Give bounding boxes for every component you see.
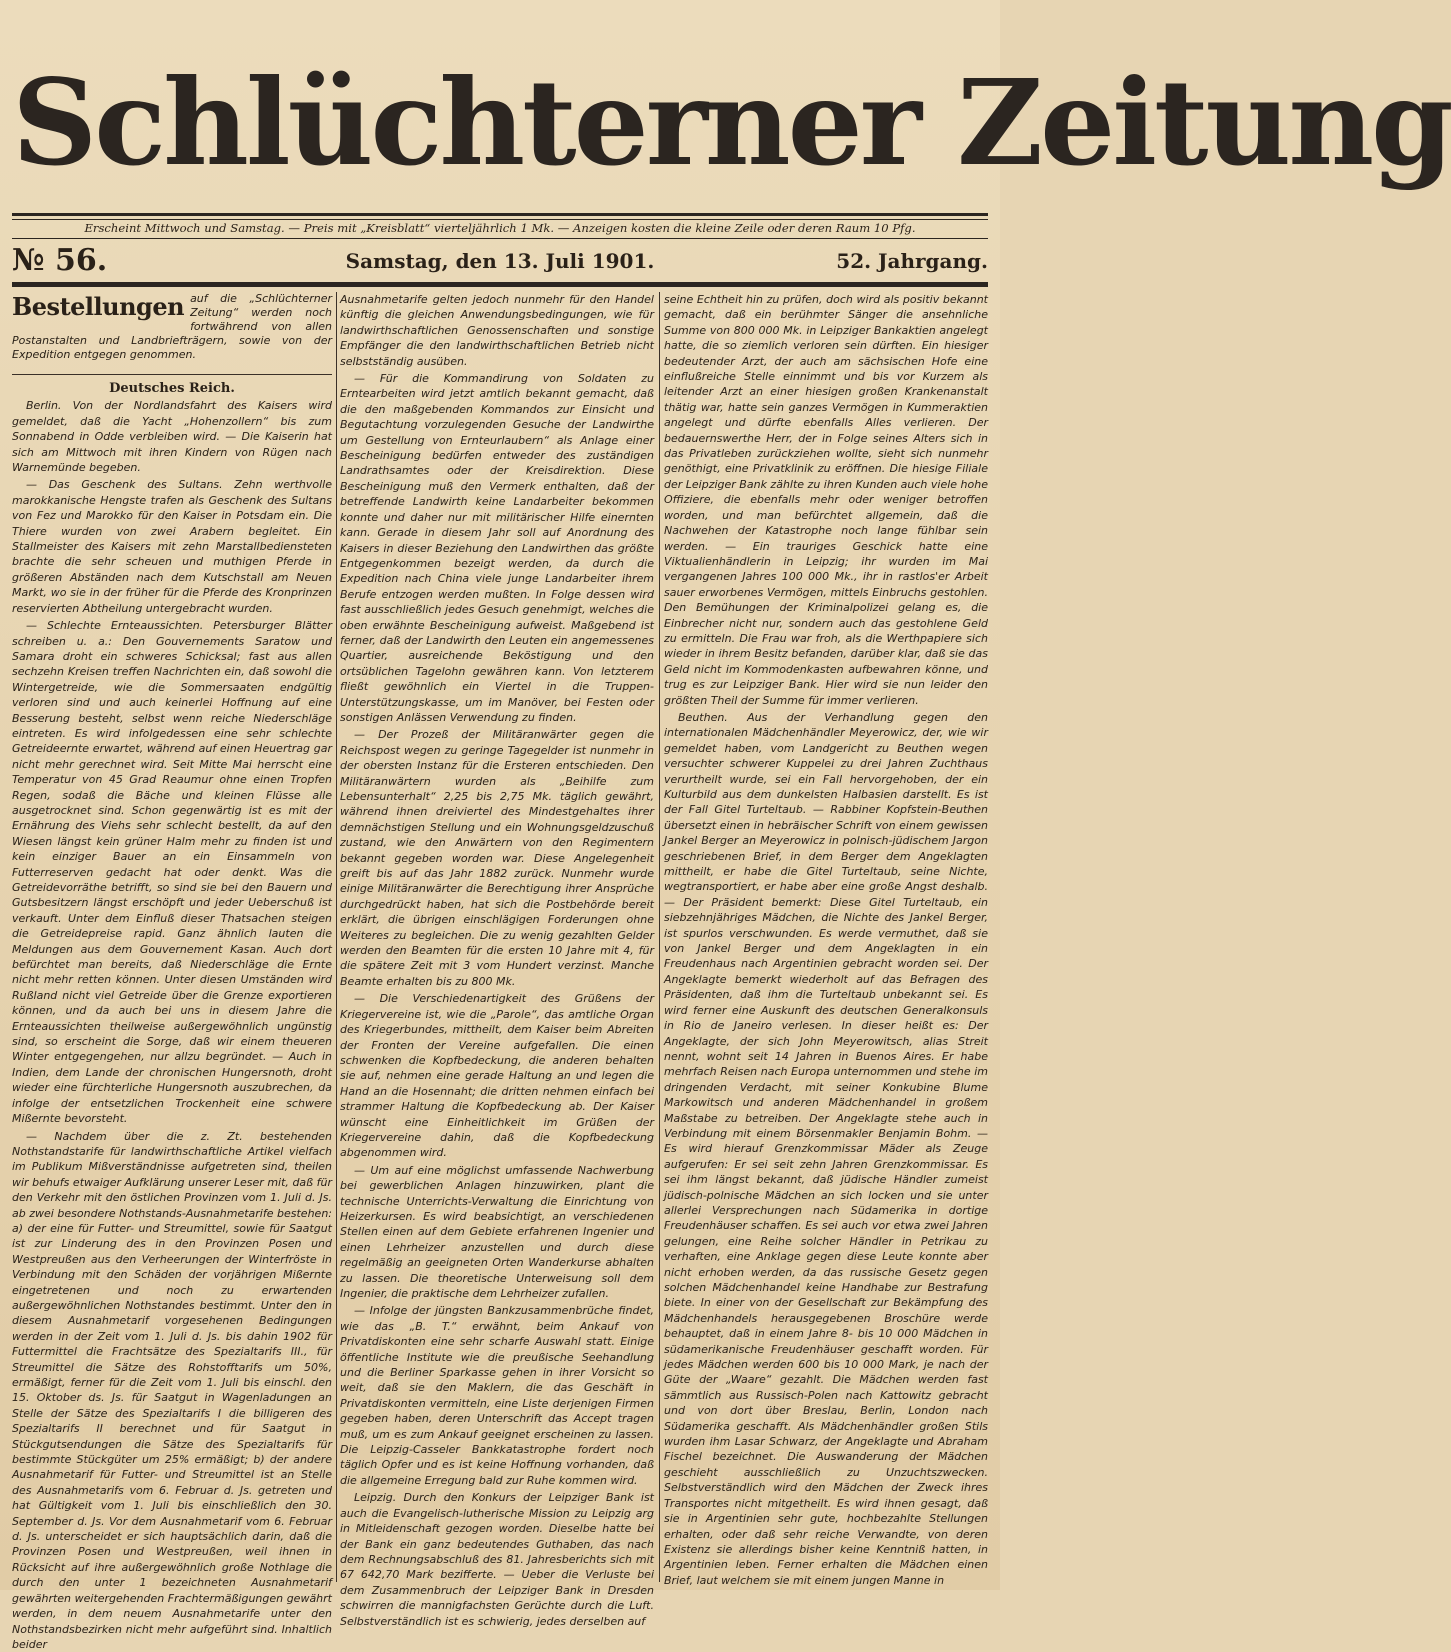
- column-divider-1: [336, 292, 337, 1582]
- subscription-heading: Bestellungen: [12, 292, 184, 322]
- article-paragraph: — Infolge der jüngsten Bankzusammenbrüche findet, wie das „B. T.“ erwähnt, beim Ankauf von Privatdiskonten eine sehr scharfe Auswahl statt. Einige öffentliche Institute wie die preußische Seehandlung und die Berliner Sparkasse gehen in ihrer Vorsicht so weit, daß sie den Maklern, die das Geschäft in Privatdiskonten vermitteln, eine Liste derjenigen Firmen gegeben haben, deren Unterschrift das Accept tragen muß, um es zum Ankauf geeignet erscheinen zu lassen. Die Leipzig-Casseler Bankkatastrophe fordert noch täglich Opfer und es ist keine Hoffnung vorhanden, daß die allgemeine Erregung bald zur Ruhe kommen wird.: [340, 1303, 654, 1488]
- subscription-text: auf die „Schlüchterner Zeitung“ werden noch fortwährend von allen Postanstalten und Landbriefträgern, sowie von der Expedition entgegen genommen.: [12, 292, 332, 361]
- article-columns: [12, 292, 988, 1582]
- article-paragraph: — Der Prozeß der Militäranwärter gegen die Reichspost wegen zu geringe Tagegelder ist nunmehr in der obersten Instanz für die Ersteren entschieden. Den Militäranwärtern wurden als „Beihilfe zum Lebensunterhalt“ 2,25 bis 2,75 Mk. täglich gewährt, während ihnen dreiviertel des Mindestgehaltes ihrer demnächstigen Stellung und ein Wohnungsgeldzuschuß zustand, wie den Anwärtern von den Regimentern bekannt gegeben worden war. Diese Angelegenheit greift bis auf das Jahr 1882 zurück. Nunmehr wurde einige Militäranwärter die Berechtigung ihrer Ansprüche durchgedrückt haben, hat sich die Postbehörde bereit erklärt, die übrigen einschlägigen Forderungen ohne Weiteres zu begleichen. Die zu wenig gezahlten Gelder werden den Beamten für die ersten 10 Jahre mit 4, für die spätere Zeit mit 3 vom Hundert verzinst. Manche Beamte erhalten bis zu 800 Mk.: [340, 727, 654, 989]
- article-paragraph: — Das Geschenk des Sultans. Zehn werthvolle marokkanische Hengste trafen als Geschenk des Sultans von Fez und Marokko für den Kaiser in Potsdam ein. Die Thiere wurden von zwei Arabern begleitet. Ein Stallmeister des Kaisers mit zehn Marstallbediensteten brachte die sehr scheuen und muthigen Pferde in größeren Abständen nach dem Kutschstall am Neuen Markt, wo sie in der früher für die Pferde des Kronprinzen reservierten Abtheilung untergebracht wurden.: [12, 477, 332, 616]
- section-heading: Deutsches Reich.: [12, 381, 332, 396]
- divider: [12, 374, 332, 375]
- publication-info-line: Erscheint Mittwoch und Samstag. — Preis mit „Kreisblatt“ vierteljährlich 1 Mk. — Anzeigen kosten die kleine Zeile oder deren Raum 10 Pfg.: [12, 218, 988, 238]
- column-1: [12, 292, 332, 1582]
- column-divider-2: [659, 292, 660, 1582]
- article-paragraph: — Schlechte Ernteaussichten. Petersburger Blätter schreiben u. a.: Den Gouvernements Saratow und Samara droht ein schweres Schicksal; fast aus allen sechzehn Kreisen treffen Nachrichten ein, daß sowohl die Wintergetreide, wie die Sommersaaten endgültig verloren sind und auch keinerlei Hoffnung auf eine Besserung besteht, selbst wenn reiche Niederschläge eintreten. Es wird infolgedessen eine sehr schlechte Getreideernte erwartet, während auf einen Heuertrag gar nicht mehr gerechnet wird. Seit Mitte Mai herrscht eine Temperatur von 45 Grad Reaumur ohne einen Tropfen Regen, sodaß die Bäche und kleinen Flüsse alle ausgetrocknet sind. Schon gegenwärtig ist es mit der Ernährung des Viehs sehr schlecht bestellt, da auf den Wiesen längst kein grüner Halm mehr zu finden ist und kein einziger Bauer an ein Einsammeln von Futterreserven gedacht hat oder denkt. Was die Getreidevorräthe betrifft, so sind sie bei den Bauern und Gutsbesitzern längst erschöpft und jeder Ueberschuß ist verkauft. Unter dem Einfluß dieser Thatsachen steigen die Getreidepreise rapid. Ganz ähnlich lauten die Meldungen aus dem Gouvernement Kasan. Auch dort befürchtet man bereits, daß Niederschläge die Ernte nicht mehr retten können. Unter diesen Umständen wird Rußland nicht viel Getreide über die Grenze exportieren können, und da auch bei uns in diesem Jahre die Ernteaussichten theilweise außergewöhnlich ungünstig sind, so erscheint die Sorge, daß wir einem theueren Winter entgegengehen, nur allzu begründet. — Auch in Indien, dem Lande der chronischen Hungersnoth, droht wieder eine fürchterliche Hungersnoth auszubrechen, da infolge der entsetzlichen Trockenheit eine schwere Mißernte bevorsteht.: [12, 618, 332, 1126]
- issue-line: [12, 243, 988, 279]
- article-paragraph: — Nachdem über die z. Zt. bestehenden Nothstandstarife für landwirthschaftliche Artikel vielfach im Publikum Mißverständnisse aufgetreten sind, theilen wir behufs etwaiger Aufklärung unserer Leser mit, daß für den Verkehr mit den östlichen Provinzen vom 1. Juli d. Js. ab zwei besondere Nothstands-Ausnahmetarife bestehen: a) der eine für Futter- und Streumittel, sowie für Saatgut ist zur Linderung des in den Provinzen Posen und Westpreußen aus den Verheerungen der Winterfröste in Verbindung mit den Schäden der vorjährigen Mißernte eingetretenen und noch zu erwartenden außergewöhnlichen Nothstandes bestimmt. Unter den in diesem Ausnahmetarif vorgesehenen Bedingungen werden in der Zeit vom 1. Juli d. Js. bis dahin 1902 für Futtermittel die Frachtsätze des Spezialtarifs III., für Streumittel die Sätze des Rohstofftarifs um 50%, ermäßigt, ferner für die Zeit vom 1. Juli bis einschl. den 15. Oktober ds. Js. für Saatgut in Wagenladungen an Stelle der Sätze des Spezialtarifs I die billigeren des Spezialtarifs II berechnet und für Saatgut in Stückgutsendungen die Sätze des Spezialtarifs für bestimmte Stückgüter um 25% ermäßigt; b) der andere Ausnahmetarif für Futter- und Streumittel ist an Stelle des Ausnahmetarifs vom 6. Februar d. Js. getreten und hat Gültigkeit vom 1. Juli bis einschließlich den 30. September d. Js. Vor dem Ausnahmetarif vom 6. Februar d. Js. unterscheidet er sich hauptsächlich darin, daß die Provinzen Posen und Westpreußen, weil ihnen in Rücksicht auf ihre außergewöhnlich große Nothlage die durch den unter 1 bezeichneten Ausnahmetarif gewährten weitergehenden Frachtermäßigungen gewährt werden, in dem neuem Ausnahmetarife unter den Nothstandsbezirken nicht mehr aufgeführt sind. Inhaltlich beider: [12, 1129, 332, 1652]
- article-paragraph: — Um auf eine möglichst umfassende Nachwerbung bei gewerblichen Anlagen hinzuwirken, plant die technische Unterrichts-Verwaltung die Einrichtung von Heizerkursen. Es wird beabsichtigt, an verschiedenen Stellen einen auf dem Gebiete erfahrenen Ingenier und einen Lehrheizer anzustellen und durch diese regelmäßig an geeigneten Orten Wanderkurse abhalten zu lassen. Die theoretische Unterweisung soll dem Ingenier, die praktische dem Lehrheizer zufallen.: [340, 1163, 654, 1302]
- article-paragraph: Beuthen. Aus der Verhandlung gegen den internationalen Mädchenhändler Meyerowicz, der, wie wir gemeldet haben, vom Landgericht zu Beuthen wegen versuchter schwerer Kuppelei zu drei Jahren Zuchthaus verurtheilt wurde, sei ein Fall hervorgehoben, der ein Kulturbild aus dem dunkelsten Halbasien darstellt. Es ist der Fall Gitel Turteltaub. — Rabbiner Kopfstein-Beuthen übersetzt einen in hebräischer Schrift von einem gewissen Jankel Berger an Meyerowicz in polnisch-jüdischem Jargon geschriebenen Brief, in dem Berger dem Angeklagten mittheilt, er habe die Gitel Turteltaub, seine Nichte, wegtransportiert, er habe aber eine große Angst deshalb. — Der Präsident bemerkt: Diese Gitel Turteltaub, ein siebzehnjähriges Mädchen, die Nichte des Jankel Berger, ist spurlos verschwunden. Es werde vermuthet, daß sie von Jankel Berger und dem Angeklagten in ein Freudenhaus nach Argentinien gebracht worden sei. Der Angeklagte bemerkt wiederholt auf das Befragen des Präsidenten, daß ihm die Turteltaub unbekannt sei. Es wird ferner eine Auskunft des deutschen Generalkonsuls in Rio de Janeiro verlesen. In dieser heißt es: Der Angeklagte, der sich John Meyerowitsch, alias Streit nennt, wohnt seit 14 Jahren in Buenos Aires. Er habe mehrfach Reisen nach Europa unternommen und stehe im dringenden Verdacht, mit seiner Konkubine Blume Markowitsch und anderen Mädchenhandel in großem Maßstabe zu betreiben. Der Angeklagte stehe auch in Verbindung mit einem Börsenmakler Benjamin Bohm. — Es wird hierauf Grenzkommissar Mäder als Zeuge aufgerufen: Er sei seit zehn Jahren Grenzkommissar. Es sei ihm längst bekannt, daß jüdische Händler zumeist jüdisch-polnische Mädchen an sich locken und sie unter allerlei Versprechungen nach Südamerika in dortige Freudenhäuser schaffen. Es sei auch vor etwa zwei Jahren gelungen, eine Reihe solcher Händler in Petrikau zu verhaften, eine Anklage gegen diese Leute konnte aber nicht erhoben werden, da das russische Gesetz gegen solchen Mädchenhandel keine Handhabe zur Bestrafung biete. In einer von der Gesellschaft zur Bekämpfung des Mädchenhandels herausgegebenen Broschüre werde behauptet, daß in einem Jahre 8- bis 10 000 Mädchen in südamerikanische Freudenhäuser geschafft worden. Für jedes Mädchen werden 600 bis 10 000 Mark, je nach der Güte der „Waare“ gezahlt. Die Mädchen werden fast sämmtlich aus Russisch-Polen nach Kattowitz gebracht und von dort über Breslau, Berlin, London nach Südamerika geschafft. Als Mädchenhändler großen Stils wurden ihm Lasar Schwarz, der Angeklagte und Abraham Fischel bezeichnet. Die Auswanderung der Mädchen geschieht ausschließlich zu Unzuchtszwecken. Selbstverständlich wird den Mädchen der Zweck ihres Transportes nicht mitgetheilt. Es wird ihnen gesagt, daß sie in Argentinien sehr gute, hochbezahlte Stellungen erhalten, oder daß sehr reiche Verwandte, von deren Existenz sie allerdings bisher keine Kenntniß hatten, in Argentinien leben. Ferner erhalten die Mädchen einen Brief, laut welchem sie mit einem jungen Manne in: [664, 710, 988, 1588]
- subscription-notice: [12, 292, 332, 362]
- column-2: [340, 292, 654, 1582]
- issue-date: Samstag, den 13. Juli 1901.: [12, 243, 988, 279]
- masthead-rule-top: [12, 213, 988, 216]
- column-3: [664, 292, 988, 1582]
- article-paragraph: — Für die Kommandirung von Soldaten zu Erntearbeiten wird jetzt amtlich bekannt gemacht, daß die den maßgebenden Kommandos zur Einsicht und Begutachtung vorzulegenden Gesuche der Landwirthe um Gestellung von Ernteurlaubern“ als Anlage einer Bescheinigung bedürfen entweder des zuständigen Landrathsamtes oder der Kreisdirektion. Diese Bescheinigung muß den Vermerk enthalten, daß der betreffende Landwirth keine Landarbeiter bekommen konnte und daher nur mit militärischer Hilfe einernten kann. Gerade in diesem Jahr soll auf Anordnung des Kaisers in dieser Beziehung den Landwirthen das größte Entgegenkommen bezeigt werden, da durch die Expedition nach China viele junge Landarbeiter ihrem Berufe entzogen werden mußten. In Folge dessen wird fast ausschließlich jedes Gesuch genehmigt, welches die oben erwähnte Bescheinigung aufweist. Maßgebend ist ferner, daß der Landwirth den Leuten ein angemessenes Quartier, ausreichende Beköstigung und den ortsüblichen Tagelohn gewähren kann. Von letzterem fließt gewöhnlich ein Viertel in die Truppen-Unterstützungskasse, um im Manöver, bei Festen oder sonstigen Anlässen Verwendung zu finden.: [340, 371, 654, 725]
- info-rule: [12, 238, 988, 239]
- article-paragraph: Ausnahmetarife gelten jedoch nunmehr für den Handel künftig die gleichen Anwendungsbedingungen, wie für landwirthschaftlichen Genossenschaften und sonstige Empfänger die den landwirthschaftlichen Betrieb nicht selbstständig ausüben.: [340, 292, 654, 369]
- issue-number: № 56.: [12, 243, 107, 279]
- issue-year: 52. Jahrgang.: [836, 243, 988, 279]
- article-paragraph: seine Echtheit hin zu prüfen, doch wird als positiv bekannt gemacht, daß ein berühmter Sänger die ansehnliche Summe von 800 000 Mk. in Leipziger Bankaktien angelegt hatte, die so ziemlich verloren sein dürften. Ein hiesiger bedeutender Arzt, der auch am sächsischen Hofe eine einflußreiche Stelle einnimmt und bis vor Kurzem als leitender Arzt an einer hiesigen großen Krankenanstalt thätig war, hatte sein ganzes Vermögen in Kummeraktien angelegt und dürfte ebenfalls Alles verlieren. Der bedauernswerthe Herr, der in Folge seines Alters sich in das Privatleben zurückziehen wollte, sieht sich nunmehr genöthigt, eine Privatklinik zu eröffnen. Die hiesige Filiale der Leipziger Bank zählte zu ihren Kunden auch viele hohe Offiziere, die ebenfalls mehr oder weniger betroffen worden, und man befürchtet allgemein, daß die Nachwehen der Katastrophe noch lange fühlbar sein werden. — Ein trauriges Geschick hatte eine Viktualienhändlerin in Leipzig; ihr wurden im Mai vergangenen Jahres 100 000 Mk., ihr in rastlos'er Arbeit sauer erworbenes Vermögen, mittels Einbruchs gestohlen. Den Bemühungen der Kriminalpolizei gelang es, die Einbrecher nicht nur, sondern auch das gestohlene Geld zu ermitteln. Die Frau war froh, als die Werthpapiere sich wieder in ihrem Besitz befanden, darüber klar, daß sie das Geld nicht im Kommodenkasten aufbewahren könne, und trug es zur Leipziger Bank. Hier wird sie nun leider den größten Theil der Summe für immer verlieren.: [664, 292, 988, 708]
- article-paragraph: — Die Verschiedenartigkeit des Grüßens der Kriegervereine ist, wie die „Parole“, das amtliche Organ des Kriegerbundes, mittheilt, dem Kaiser beim Abreiten der Fronten der Vereine aufgefallen. Die einen schwenken die Kopfbedeckung, die anderen behalten sie auf, nehmen eine gerade Haltung an und legen die Hand an die Hosennaht; die dritten nehmen einfach bei strammer Haltung die Kopfbedeckung ab. Der Kaiser wünscht eine Einheitlichkeit im Grüßen der Kriegervereine dahin, daß die Kopfbedeckung abgenommen wird.: [340, 991, 654, 1160]
- article-paragraph: Berlin. Von der Nordlandsfahrt des Kaisers wird gemeldet, daß die Yacht „Hohenzollern“ bis zum Sonnabend in Odde verbleiben wird. — Die Kaiserin hat sich am Mittwoch mit ihren Kindern von Rügen nach Warnemünde begeben.: [12, 398, 332, 475]
- article-paragraph: Leipzig. Durch den Konkurs der Leipziger Bank ist auch die Evangelisch-lutherische Mission zu Leipzig arg in Mitleidenschaft gezogen worden. Dieselbe hatte bei der Bank ein ganz bedeutendes Guthaben, das nach dem Rechnungsabschluß des 81. Jahresberichts sich mit 67 642,70 Mark bezifferte. — Ueber die Verluste bei dem Zusammenbruch der Leipziger Bank in Dresden schwirren die mannigfachsten Gerüchte durch die Luft. Selbstverständlich ist es schwierig, jedes derselben auf: [340, 1490, 654, 1629]
- masthead-title: Schlüchterner Zeitung: [12, 38, 988, 208]
- issue-rule-thick: [12, 282, 988, 287]
